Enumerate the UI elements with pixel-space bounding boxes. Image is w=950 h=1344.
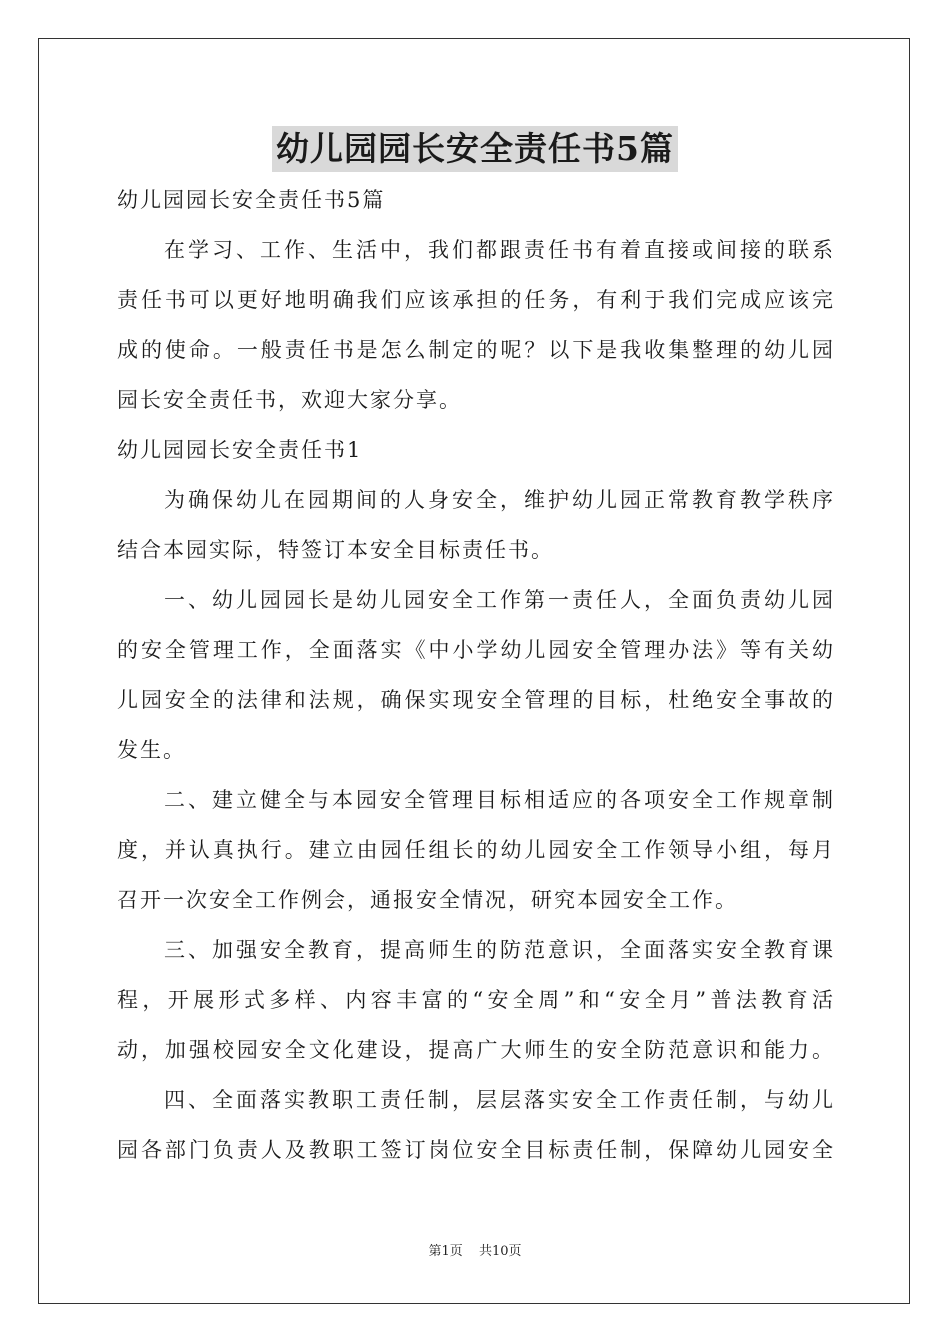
text-line: 一、幼儿园园长是幼儿园安全工作第一责任人，全面负责幼儿园: [164, 588, 833, 612]
text-line: 的安全管理工作，全面落实《中小学幼儿园安全管理办法》等有关幼: [117, 638, 833, 662]
text-line: 结合本园实际，特签订本安全目标责任书。: [117, 538, 554, 562]
text-line: 发生。: [117, 738, 186, 762]
title-container: [0, 126, 950, 172]
text-line: 召开一次安全工作例会，通报安全情况，研究本园安全工作。: [117, 888, 738, 912]
document-body: [117, 175, 833, 1175]
text-line: 度，并认真执行。建立由园任组长的幼儿园安全工作领导小组，每月: [117, 838, 833, 862]
text-line: 三、加强安全教育，提高师生的防范意识，全面落实安全教育课: [164, 938, 833, 962]
text-line: 动，加强校园安全文化建设，提高广大师生的安全防范意识和能力。: [117, 1038, 833, 1062]
page-number: 第1页: [428, 1244, 463, 1259]
text-line: 在学习、工作、生活中，我们都跟责任书有着直接或间接的联系: [164, 238, 833, 262]
document-title: 幼儿园园长安全责任书5篇: [272, 126, 678, 172]
text-line: 为确保幼儿在园期间的人身安全，维护幼儿园正常教育教学秩序: [164, 488, 833, 512]
text-line: 园各部门负责人及教职工签订岗位安全目标责任制，保障幼儿园安全: [117, 1138, 833, 1162]
page-total: 共10页: [478, 1244, 522, 1259]
text-line: 儿园安全的法律和法规，确保实现安全管理的目标，杜绝安全事故的: [117, 688, 833, 712]
text-line: 程，开展形式多样、内容丰富的“安全周”和“安全月”普法教育活: [117, 988, 833, 1012]
text-line: 责任书可以更好地明确我们应该承担的任务，有利于我们完成应该完: [117, 288, 833, 312]
page-footer: [0, 1240, 950, 1259]
text-line: 四、全面落实教职工责任制，层层落实安全工作责任制，与幼儿: [164, 1088, 833, 1112]
text-line: 幼儿园园长安全责任书1: [117, 438, 363, 462]
text-line: 幼儿园园长安全责任书5篇: [117, 188, 386, 212]
text-line: 成的使命。一般责任书是怎么制定的呢？以下是我收集整理的幼儿园: [117, 338, 833, 362]
text-line: 二、建立健全与本园安全管理目标相适应的各项安全工作规章制: [164, 788, 833, 812]
text-line: 园长安全责任书，欢迎大家分享。: [117, 388, 462, 412]
